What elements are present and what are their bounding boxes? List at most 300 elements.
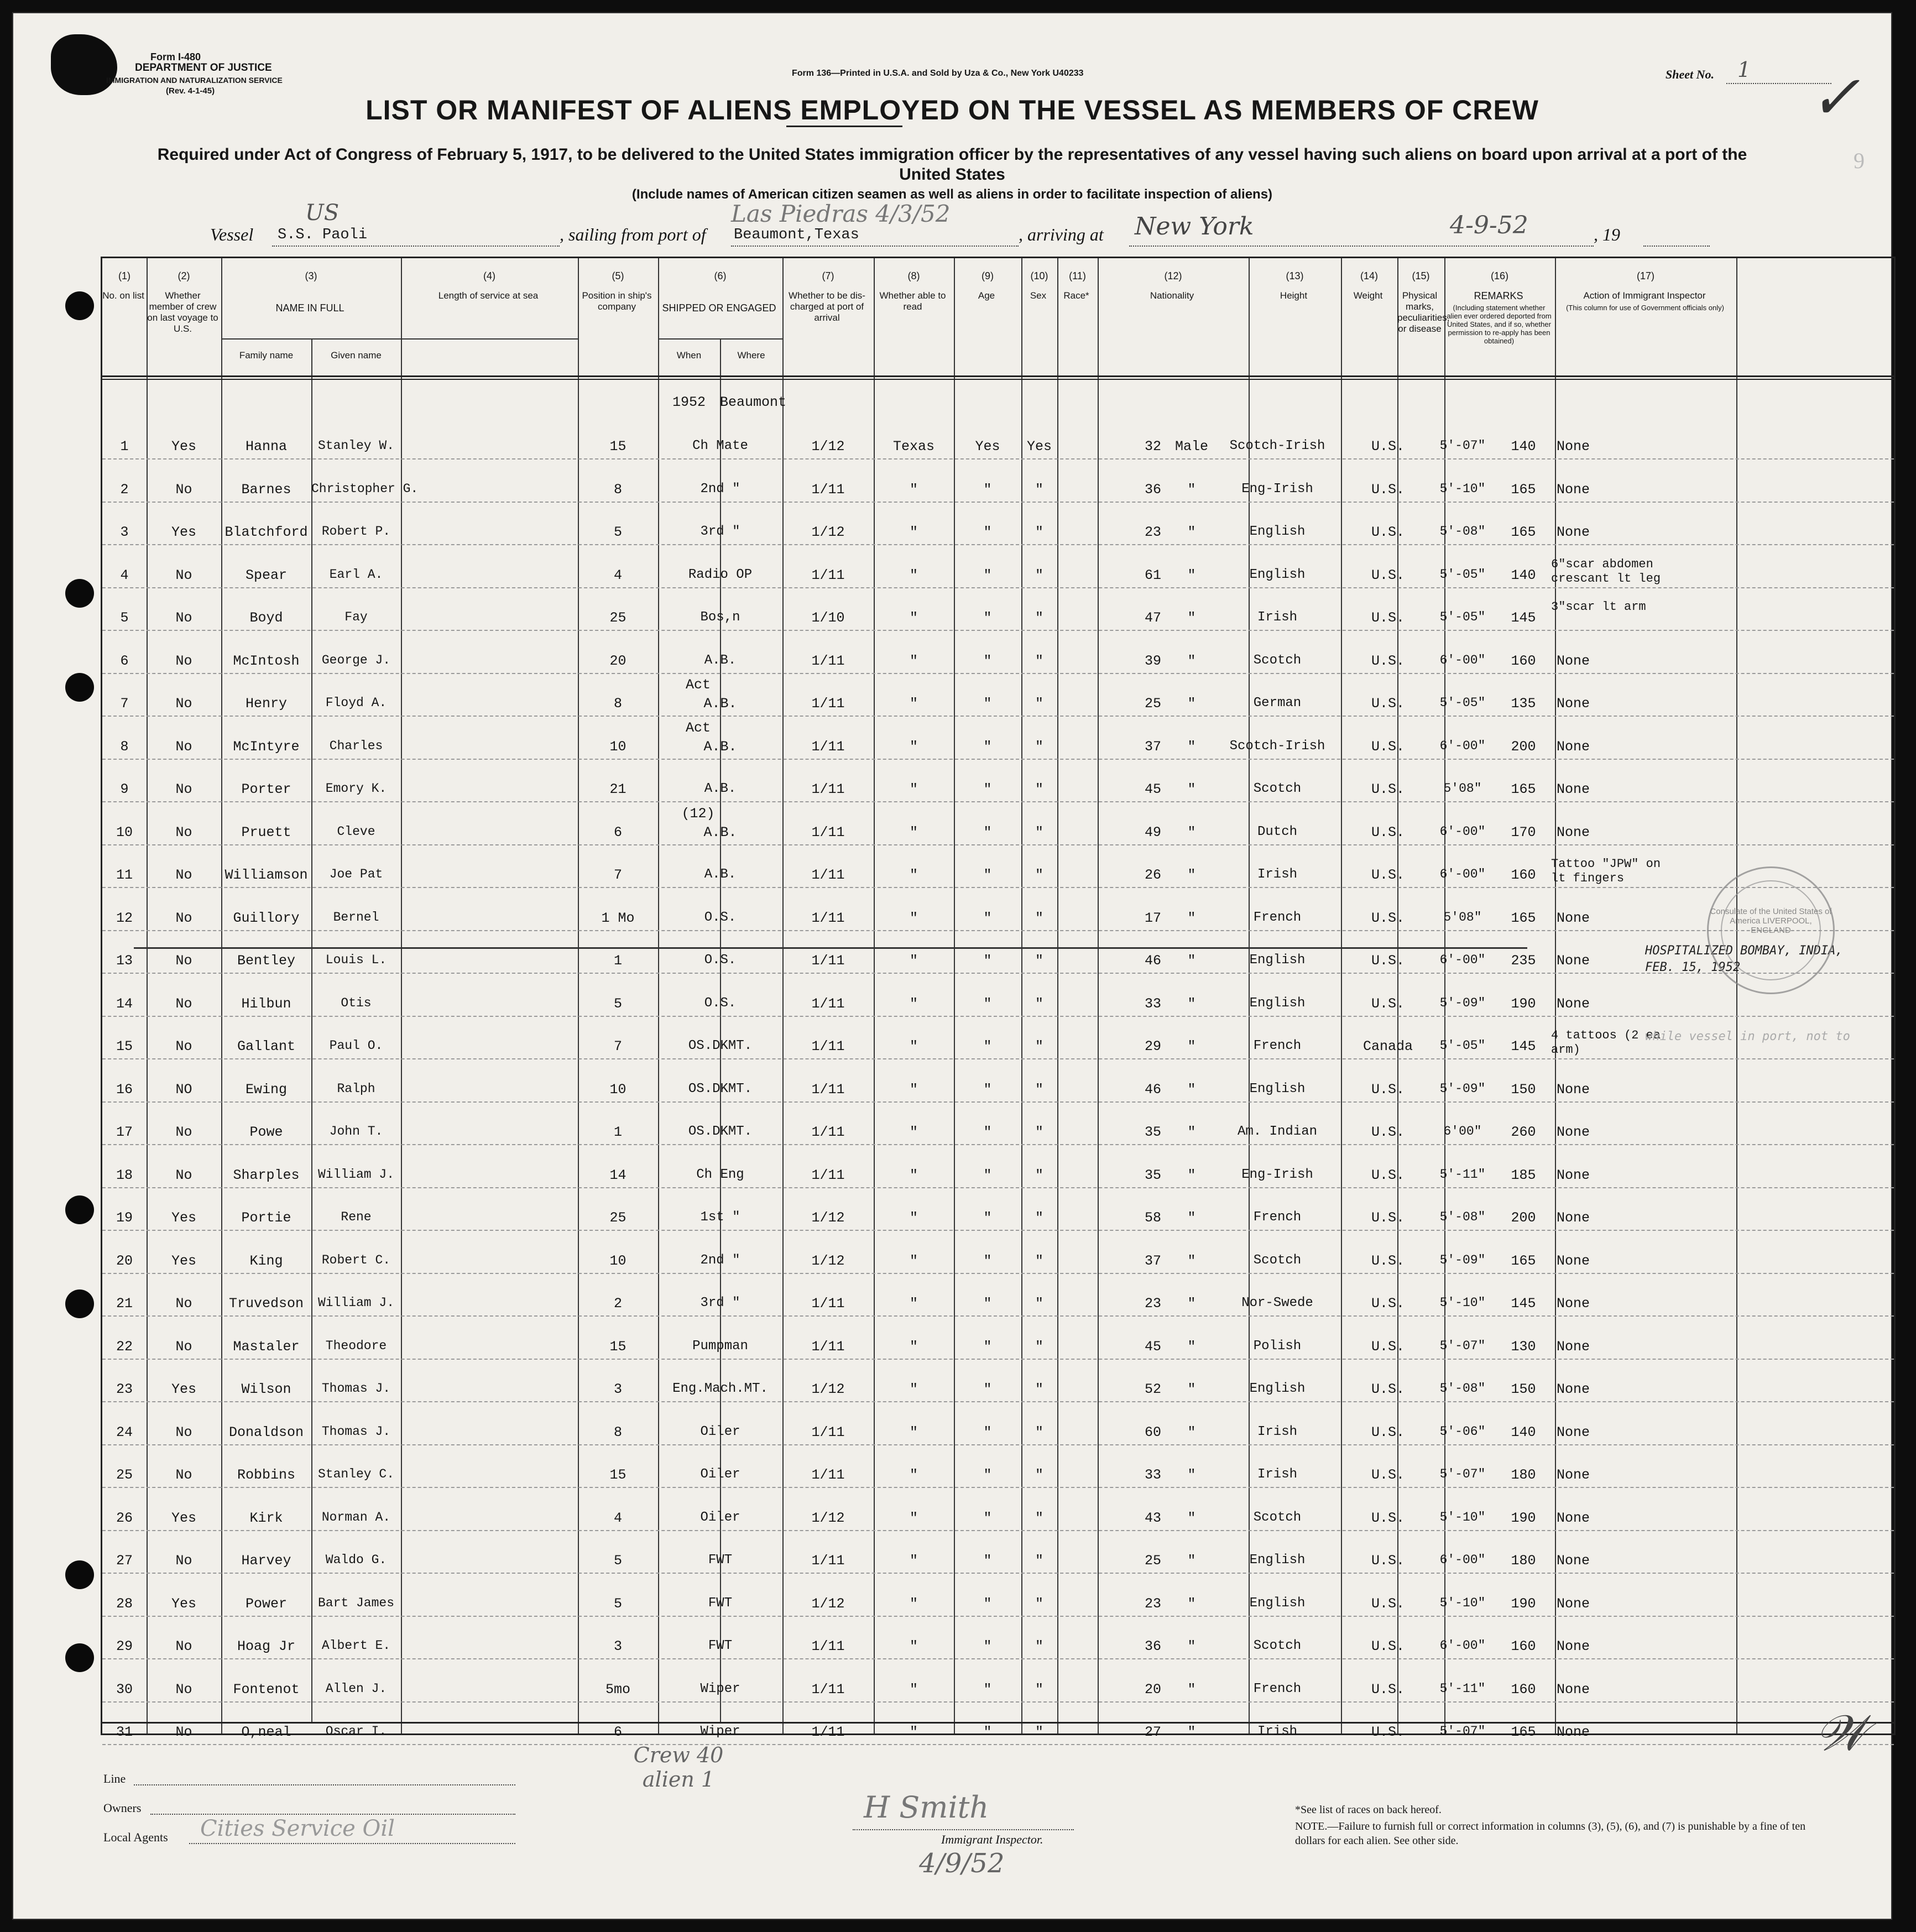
nationality: U.S.	[1371, 824, 1405, 840]
column-header: Length of service at sea	[438, 290, 539, 301]
weight: 145	[1511, 1038, 1536, 1054]
vessel-name: S.S. Paoli	[278, 227, 368, 243]
able-to-read: "	[1035, 738, 1043, 755]
sailing-line	[731, 246, 1019, 247]
family-name: Gallant	[237, 1038, 296, 1054]
position: A.B.	[703, 696, 737, 712]
service-length: 2	[613, 1296, 622, 1312]
shipped-when: 1/11	[811, 1467, 845, 1483]
sex: "	[1187, 1467, 1196, 1483]
sex: "	[1187, 738, 1196, 755]
able-to-read: "	[1035, 1681, 1043, 1698]
last-voyage: No	[175, 1638, 192, 1654]
given-name: William J.	[317, 1167, 395, 1182]
nationality: U.S.	[1371, 1638, 1405, 1654]
subtitle: Required under Act of Congress of February 5, 1917, to be delivered to the United States immigration officer by the representatives of any vessel having such aliens on board upon arrival at a port of the United States	[157, 145, 1747, 184]
weight: 140	[1511, 567, 1536, 583]
given-name: Albert E.	[321, 1638, 391, 1653]
able-to-read: "	[1035, 1210, 1043, 1226]
form-number: Form I-480	[150, 51, 201, 62]
family-name: Robbins	[237, 1467, 296, 1483]
weight: 135	[1511, 696, 1536, 712]
physical-marks: None	[1556, 738, 1590, 755]
row-number: 27	[116, 1553, 133, 1569]
service-length: 5	[613, 1595, 622, 1612]
discharge: "	[983, 1210, 992, 1226]
age: 33	[1144, 995, 1161, 1012]
owners-label: Owners	[103, 1801, 142, 1815]
weight: 260	[1511, 1124, 1536, 1140]
column-divider	[1341, 258, 1342, 1733]
line-line	[134, 1784, 515, 1785]
column-header: Position in ship's company	[582, 290, 652, 312]
race: Scotch	[1253, 1638, 1302, 1653]
height: 5'-06"	[1439, 1424, 1486, 1439]
column-header: Whether member of crew on last voyage to U.S.	[147, 290, 218, 334]
service-length: 8	[613, 481, 622, 498]
age: 29	[1144, 1038, 1161, 1054]
discharge: "	[983, 1553, 992, 1569]
sex: "	[1187, 1638, 1196, 1654]
family-name: Boyd	[249, 610, 283, 626]
row-rule	[102, 587, 1894, 588]
weight: 165	[1511, 1252, 1536, 1269]
given-name: Rene	[341, 1210, 372, 1224]
service-length: 5mo	[605, 1681, 630, 1698]
sex: "	[1187, 481, 1196, 498]
family-name: Hilbun	[241, 995, 291, 1012]
row-rule	[102, 759, 1894, 760]
shipped-when: 1/11	[811, 1038, 845, 1054]
discharge: "	[983, 1167, 992, 1183]
row-number: 31	[116, 1724, 133, 1740]
row-number: 2	[120, 481, 129, 498]
row-rule	[102, 630, 1894, 631]
height: 5'-05"	[1439, 1038, 1486, 1053]
weight: 180	[1511, 1553, 1536, 1569]
row-rule	[102, 1315, 1894, 1317]
race: Scotch	[1253, 652, 1302, 668]
able-to-read: "	[1035, 1724, 1043, 1740]
given-name: Bernel	[333, 910, 379, 925]
inspector-label: Immigrant Inspector.	[941, 1832, 1043, 1846]
column-subheader: Family name	[239, 350, 294, 361]
height: 5'-05"	[1439, 567, 1486, 582]
column-subheader: When	[676, 350, 702, 361]
sex: "	[1187, 1124, 1196, 1140]
column-number: (7)	[822, 270, 834, 281]
row-number: 28	[116, 1595, 133, 1612]
printer-line: Form 136—Printed in U.S.A. and Sold by Uza & Co., New York U40233	[792, 69, 1084, 78]
discharge: "	[983, 1338, 992, 1355]
shipped-where: "	[909, 1296, 918, 1312]
able-to-read: "	[1035, 995, 1043, 1012]
stamp-text: Consulate of the United States of America LIVERPOOL, ENGLAND	[1710, 907, 1832, 935]
shipped-where: "	[909, 1124, 918, 1140]
row-number: 12	[116, 910, 133, 926]
shipped-when: 1/12	[811, 1510, 845, 1526]
physical-marks: None	[1556, 1467, 1590, 1483]
row-number: 1	[120, 438, 129, 455]
column-divider	[401, 258, 402, 1733]
last-voyage: Yes	[171, 1510, 196, 1526]
shipped-where: "	[909, 1081, 918, 1098]
race: Eng-Irish	[1241, 1167, 1313, 1182]
physical-marks: Tattoo "JPW" on lt fingers	[1551, 857, 1661, 885]
last-voyage: Yes	[171, 1210, 196, 1226]
given-name: Norman A.	[321, 1510, 391, 1524]
shipped-where: Texas	[892, 438, 934, 455]
shipped-when: 1/11	[811, 1424, 845, 1440]
last-voyage: No	[175, 1038, 192, 1054]
given-name: Floyd A.	[325, 696, 387, 710]
shipped-where: "	[909, 738, 918, 755]
last-voyage: Yes	[171, 1595, 196, 1612]
able-to-read: "	[1035, 652, 1043, 669]
row-rule	[102, 458, 1894, 459]
service-length: 5	[613, 1553, 622, 1569]
service-length: 4	[613, 567, 622, 583]
last-voyage: Yes	[171, 438, 196, 455]
agents-hand: Cities Service Oil	[200, 1816, 395, 1841]
weight: 180	[1511, 1467, 1536, 1483]
service-length: 6	[613, 824, 622, 840]
service-length: 15	[609, 1338, 627, 1355]
position: Eng.Mach.MT.	[672, 1381, 768, 1396]
column-divider	[1736, 258, 1737, 1733]
height: 6'00"	[1443, 1124, 1482, 1139]
sailing-label: , sailing from port of	[560, 224, 706, 244]
family-name: Donaldson	[228, 1424, 304, 1440]
row-number: 8	[120, 738, 129, 755]
age: 43	[1144, 1510, 1161, 1526]
vessel-hand: US	[305, 200, 340, 226]
shipped-where: "	[909, 567, 918, 583]
family-name: Williamson	[225, 867, 308, 883]
service-length: 7	[613, 1038, 622, 1054]
sex: "	[1187, 1252, 1196, 1269]
nationality: U.S.	[1371, 995, 1405, 1012]
physical-marks: None	[1556, 1210, 1590, 1226]
agents-line	[189, 1843, 515, 1844]
column-number: (10)	[1030, 270, 1048, 281]
family-name: Fontenot	[233, 1681, 300, 1698]
service-length: 20	[609, 652, 627, 669]
row-number: 9	[120, 781, 129, 797]
row-13-strike	[134, 947, 1527, 949]
age: 35	[1144, 1167, 1161, 1183]
remarks: while vessel in port, not to	[1645, 1030, 1850, 1043]
column-number: (15)	[1412, 270, 1430, 281]
age: 60	[1144, 1424, 1161, 1440]
shipped-when: 1/11	[811, 1638, 845, 1654]
shipped-when: 1/11	[811, 867, 845, 883]
sex: Male	[1174, 438, 1208, 455]
discharge: "	[983, 953, 992, 969]
shipped-where: "	[909, 481, 918, 498]
weight: 165	[1511, 910, 1536, 926]
shipped-where: "	[909, 696, 918, 712]
row-number: 6	[120, 652, 129, 669]
discharge: "	[983, 1124, 992, 1140]
weight: 160	[1511, 652, 1536, 669]
position-prefix: Act	[685, 719, 711, 736]
position: OS.DKMT.	[688, 1124, 753, 1139]
shipped-where: "	[909, 610, 918, 626]
row-rule	[102, 544, 1894, 545]
row-rule	[102, 673, 1894, 674]
sailing-hand: Las Piedras 4/3/52	[731, 200, 951, 227]
nationality: U.S.	[1371, 1210, 1405, 1226]
discharge: "	[983, 1424, 992, 1440]
able-to-read: "	[1035, 824, 1043, 840]
position: 3rd "	[700, 524, 740, 539]
row-number: 15	[116, 1038, 133, 1054]
discharge: "	[983, 738, 992, 755]
shipped-when: 1/11	[811, 652, 845, 669]
agents-label: Local Agents	[103, 1830, 168, 1844]
given-name: Thomas J.	[321, 1381, 391, 1396]
family-name: Portie	[241, 1210, 291, 1226]
height: 5'-10"	[1439, 1510, 1486, 1524]
column-header: SHIPPED OR ENGAGED	[662, 302, 776, 314]
height: 5'-08"	[1439, 1210, 1486, 1224]
shipped-where: "	[909, 1553, 918, 1569]
row-rule	[102, 1058, 1894, 1059]
row-number: 19	[116, 1210, 133, 1226]
discharge: Yes	[975, 438, 1000, 455]
owners-line	[150, 1814, 515, 1815]
shipped-where: "	[909, 1210, 918, 1226]
able-to-read: "	[1035, 781, 1043, 797]
service: IMMIGRATION AND NATURALIZATION SERVICE	[106, 76, 283, 85]
shipped-when: 1/11	[811, 1724, 845, 1740]
position: 1st "	[700, 1210, 740, 1225]
header-divider	[102, 375, 1894, 377]
nationality: U.S.	[1371, 524, 1405, 540]
discharge: "	[983, 1724, 992, 1740]
given-name: Waldo G.	[325, 1553, 387, 1567]
age: 49	[1144, 824, 1161, 840]
family-name: Spear	[245, 567, 287, 583]
row-rule	[102, 801, 1894, 802]
inspector-date: 4/9/52	[919, 1848, 1005, 1879]
height: 5'-07"	[1439, 1467, 1486, 1481]
shipped-where: "	[909, 910, 918, 926]
race: Dutch	[1257, 824, 1297, 839]
punch-hole	[65, 1289, 94, 1318]
able-to-read: "	[1035, 1124, 1043, 1140]
row-rule	[102, 1487, 1894, 1488]
discharge: "	[983, 1038, 992, 1054]
sex: "	[1187, 696, 1196, 712]
row-number: 29	[116, 1638, 133, 1654]
shipped-when: 1/11	[811, 824, 845, 840]
race: English	[1249, 953, 1306, 968]
row-rule	[102, 1016, 1894, 1017]
column-number: (6)	[714, 270, 727, 281]
shipped-where: "	[909, 1724, 918, 1740]
race: Irish	[1257, 1724, 1297, 1739]
able-to-read: "	[1035, 1167, 1043, 1183]
last-voyage: No	[175, 652, 192, 669]
shipped-where: "	[909, 867, 918, 883]
weight: 190	[1511, 995, 1536, 1012]
age: 52	[1144, 1381, 1161, 1397]
height: 5'-09"	[1439, 1081, 1486, 1096]
family-name: Wilson	[241, 1381, 291, 1397]
nationality: Canada	[1362, 1038, 1413, 1054]
height: 5'-11"	[1439, 1681, 1486, 1696]
height: 5'-08"	[1439, 1381, 1486, 1396]
able-to-read: "	[1035, 567, 1043, 583]
shipped-when: 1/12	[811, 1381, 845, 1397]
column-number: (12)	[1164, 270, 1182, 281]
weight: 165	[1511, 781, 1536, 797]
given-name: Ralph	[337, 1081, 375, 1096]
discharge: "	[983, 824, 992, 840]
given-name: Stanley C.	[317, 1467, 395, 1481]
row-number: 5	[120, 610, 129, 626]
height: 5'-07"	[1439, 1724, 1486, 1738]
physical-marks: None	[1556, 995, 1590, 1012]
row-number: 11	[116, 867, 133, 883]
punch-hole	[65, 673, 94, 702]
shipped-where: "	[909, 1638, 918, 1654]
column-subheader: Where	[737, 350, 765, 361]
row-rule	[102, 844, 1894, 845]
position-prefix: Act	[685, 677, 711, 693]
discharge: "	[983, 1638, 992, 1654]
height: 6'-00"	[1439, 953, 1486, 967]
shipped-when: 1/12	[811, 1252, 845, 1269]
family-name: Mastaler	[233, 1338, 300, 1355]
last-voyage: No	[175, 1467, 192, 1483]
last-voyage: No	[175, 910, 192, 926]
shipped-when: 1/11	[811, 481, 845, 498]
given-name: John T.	[329, 1124, 383, 1139]
given-name: Robert P.	[321, 524, 391, 539]
able-to-read: "	[1035, 910, 1043, 926]
row-rule	[102, 973, 1894, 974]
nationality: U.S.	[1371, 1381, 1405, 1397]
discharge: "	[983, 567, 992, 583]
column-number: (4)	[483, 270, 495, 281]
height: 5'-07"	[1439, 1338, 1486, 1353]
column-number: (9)	[982, 270, 994, 281]
sex: "	[1187, 524, 1196, 540]
vessel-label: Vessel	[210, 224, 254, 244]
given-name: Oscar I.	[325, 1724, 387, 1738]
last-voyage: No	[175, 1681, 192, 1698]
inspector-signature: H Smith	[864, 1790, 989, 1825]
family-name: Barnes	[241, 481, 291, 498]
row-rule	[102, 1101, 1894, 1103]
last-voyage: Yes	[171, 524, 196, 540]
check-mark: ✓	[1809, 62, 1861, 133]
races-note: *See list of races on back hereof.	[1295, 1804, 1442, 1816]
shipped-where: "	[909, 1167, 918, 1183]
discharge: "	[983, 652, 992, 669]
able-to-read: "	[1035, 1553, 1043, 1569]
title-rule	[786, 126, 902, 127]
last-voyage: No	[175, 867, 192, 883]
position: Pumpman	[692, 1338, 748, 1354]
row-rule	[102, 502, 1894, 503]
last-voyage: No	[175, 824, 192, 840]
given-name: Stanley W.	[317, 438, 395, 453]
race: German	[1253, 696, 1302, 711]
header-divider-2	[102, 379, 1894, 380]
column-header: Whether to be dis-charged at port of arrival	[789, 290, 865, 323]
sex: "	[1187, 1510, 1196, 1526]
height: 6'-00"	[1439, 824, 1486, 839]
nationality: U.S.	[1371, 1167, 1405, 1183]
last-voyage: No	[175, 1553, 192, 1569]
age: 20	[1144, 1681, 1161, 1698]
age: 23	[1144, 1296, 1161, 1312]
able-to-read: "	[1035, 696, 1043, 712]
height: 5'-09"	[1439, 1252, 1486, 1267]
year-label: , 19	[1594, 224, 1620, 244]
family-name: Porter	[241, 781, 291, 797]
race: Irish	[1257, 610, 1297, 625]
family-name: Hanna	[245, 438, 287, 455]
age: 23	[1144, 1595, 1161, 1612]
side-mark: 9	[1854, 148, 1865, 173]
row-rule	[102, 1530, 1894, 1531]
nationality: U.S.	[1371, 438, 1405, 455]
age: 36	[1144, 1638, 1161, 1654]
nationality: U.S.	[1371, 610, 1405, 626]
nationality: U.S.	[1371, 481, 1405, 498]
sex: "	[1187, 567, 1196, 583]
race: Irish	[1257, 1467, 1297, 1482]
height: 5'08"	[1443, 781, 1482, 796]
sex: "	[1187, 1424, 1196, 1440]
sex: "	[1187, 1681, 1196, 1698]
last-voyage: No	[175, 1338, 192, 1355]
column-number: (1)	[118, 270, 130, 281]
position: OS.DKMT.	[688, 1081, 753, 1096]
physical-marks: None	[1556, 910, 1590, 926]
discharge: "	[983, 781, 992, 797]
weight: 150	[1511, 1381, 1536, 1397]
weight: 185	[1511, 1167, 1536, 1183]
vessel-line	[272, 246, 560, 247]
sex: "	[1187, 781, 1196, 797]
discharge: "	[983, 1296, 992, 1312]
sex: "	[1187, 910, 1196, 926]
physical-marks: None	[1556, 1638, 1590, 1654]
service-length: 7	[613, 867, 622, 883]
shipped-where: "	[909, 652, 918, 669]
column-number: (8)	[907, 270, 920, 281]
physical-marks: None	[1556, 1167, 1590, 1183]
able-to-read: "	[1035, 1081, 1043, 1098]
able-to-read: Yes	[1026, 438, 1052, 455]
service-length: 10	[609, 1252, 627, 1269]
column-subheader: Given name	[331, 350, 382, 361]
shipped-when: 1/11	[811, 995, 845, 1012]
age: 37	[1144, 738, 1161, 755]
family-name: Truvedson	[228, 1296, 304, 1312]
shipped-when: 1/11	[811, 1553, 845, 1569]
inspector-line	[853, 1829, 1074, 1830]
sex: "	[1187, 1381, 1196, 1397]
row-number: 25	[116, 1467, 133, 1483]
sub-header-rule	[221, 338, 578, 340]
